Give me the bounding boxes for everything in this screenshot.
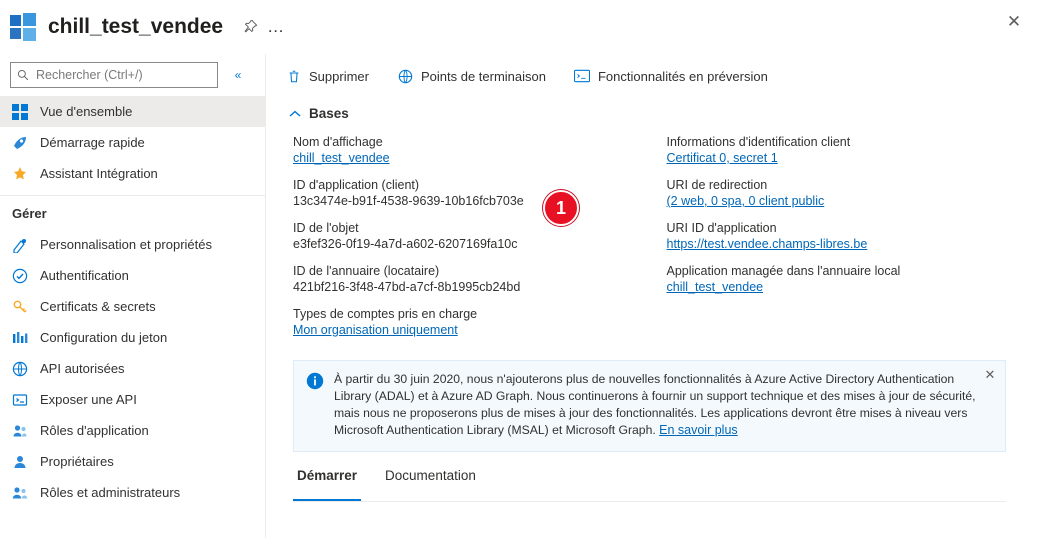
sidebar-item-api-autorisees[interactable]: [0, 353, 265, 384]
property-supported-account-types: [293, 307, 667, 337]
bases-section-header[interactable]: [289, 106, 349, 121]
property-label: URI ID d'application: [666, 221, 777, 235]
command-label: Supprimer: [309, 68, 369, 84]
property-label: Nom d'affichage: [293, 135, 383, 149]
sidebar-item-label: Configuration du jeton: [40, 330, 168, 345]
api-permissions-icon: [10, 359, 30, 379]
roles-admins-icon: [10, 483, 30, 503]
close-icon[interactable]: [1000, 8, 1028, 36]
window-header: [0, 0, 1040, 54]
delete-button[interactable]: [281, 62, 373, 90]
sidebar-item-label: Certificats & secrets: [40, 299, 156, 314]
key-icon: [10, 297, 30, 317]
sidebar-group-title: Gérer: [0, 195, 265, 227]
sidebar-item-roles-d-application[interactable]: [0, 415, 265, 446]
sidebar: [0, 54, 266, 538]
section-title: Bases: [309, 106, 349, 121]
app-roles-icon: [10, 421, 30, 441]
sidebar-item-label: Assistant Intégration: [40, 166, 158, 181]
property-value-link[interactable]: (2 web, 0 spa, 0 client public: [666, 194, 825, 208]
integration-assistant-icon: [10, 164, 30, 184]
property-value-link[interactable]: Certificat 0, secret 1: [666, 151, 778, 165]
sidebar-item-personnalisation-et-proprietes[interactable]: [0, 229, 265, 260]
more-options-button[interactable]: [263, 14, 289, 40]
banner-text-block: [334, 371, 993, 439]
close-label: ✕: [1006, 12, 1022, 31]
content-tabs: [293, 468, 1006, 502]
property-value: 13c3474e-b91f-4538-9639-10b16fcb703e: [293, 194, 524, 208]
sidebar-manage-nav: [0, 229, 265, 508]
sidebar-item-label: Vue d'ensemble: [40, 104, 133, 119]
app-registration-icon: [10, 13, 38, 41]
sidebar-item-assistant-integration[interactable]: [0, 158, 265, 189]
sidebar-search-row: [0, 54, 265, 94]
expose-api-icon: [10, 390, 30, 410]
property-value-link[interactable]: https://test.vendee.champs-libres.be: [666, 237, 868, 251]
property-value-link[interactable]: Mon organisation uniquement: [293, 323, 458, 337]
branding-icon: [10, 235, 30, 255]
sidebar-item-label: Propriétaires: [40, 454, 114, 469]
tab-label: Documentation: [385, 468, 476, 483]
tab-documentation[interactable]: [381, 468, 480, 501]
authentication-icon: [10, 266, 30, 286]
info-icon: [306, 372, 324, 390]
command-bar: [267, 54, 1040, 98]
sidebar-item-certificats-et-secrets[interactable]: [0, 291, 265, 322]
collapse-label: «: [234, 68, 242, 82]
sidebar-item-vue-d-ensemble[interactable]: [0, 96, 265, 127]
property-object-id: [293, 221, 667, 251]
marker-number: 1: [555, 197, 566, 218]
banner-message: À partir du 30 juin 2020, nous n'ajouterons plus de nouvelles fonctionnalités à Azure Active Directory Authentication Library (ADAL) et à Azure AD Graph. Nous continuerons à fournir un support technique et des mises à jour de sécurité, mais nous ne proposerons plus de mises à jour des fonctionnalités. Les applications devront être mises à niveau vers Microsoft Authentication Library (MSAL) et Microsoft Graph.: [334, 372, 976, 437]
properties-right-column: [667, 135, 1040, 350]
preview-features-icon: [574, 68, 591, 85]
more-options-label: …: [267, 17, 286, 36]
property-value: 421bf216-3f48-47bd-a7cf-8b1995cb24bd: [293, 280, 521, 294]
property-label: Informations d'identification client: [666, 135, 851, 149]
sidebar-item-label: Personnalisation et propriétés: [40, 237, 212, 252]
tab-label: Démarrer: [297, 468, 358, 483]
banner-learn-more-link[interactable]: En savoir plus: [659, 423, 738, 437]
collapse-sidebar-icon[interactable]: [227, 64, 249, 86]
main-content: [267, 54, 1040, 538]
endpoints-button[interactable]: [393, 62, 550, 90]
sidebar-item-label: Rôles d'application: [40, 423, 149, 438]
token-icon: [10, 328, 30, 348]
owners-icon: [10, 452, 30, 472]
property-application-client-id: [293, 178, 667, 208]
banner-close-icon[interactable]: [981, 366, 999, 384]
sidebar-item-label: Authentification: [40, 268, 129, 283]
property-value-link[interactable]: chill_test_vendee: [666, 280, 764, 294]
property-display-name: [293, 135, 667, 165]
command-label: Points de terminaison: [420, 68, 546, 84]
sidebar-item-exposer-une-api[interactable]: [0, 384, 265, 415]
sidebar-item-label: Démarrage rapide: [40, 135, 145, 150]
property-redirect-uris: [667, 178, 1040, 208]
preview-features-button[interactable]: [570, 62, 772, 90]
command-label: Fonctionnalités en préversion: [597, 68, 768, 84]
property-label: ID d'application (client): [293, 178, 420, 192]
trash-icon: [285, 68, 302, 85]
property-directory-tenant-id: [293, 264, 667, 294]
sidebar-item-label: Rôles et administrateurs: [40, 485, 181, 500]
annotation-marker-1: [543, 190, 579, 226]
sidebar-item-demarrage-rapide[interactable]: [0, 127, 265, 158]
adal-deprecation-banner: [293, 360, 1006, 452]
property-value: e3fef326-0f19-4a7d-a602-6207169fa10c: [293, 237, 518, 251]
property-managed-application-local-directory: [667, 264, 1040, 294]
search-input[interactable]: [34, 67, 204, 83]
sidebar-top-nav: [0, 96, 265, 189]
pin-icon[interactable]: [237, 14, 263, 40]
property-label: Types de comptes pris en charge: [293, 307, 478, 321]
property-label: Application managée dans l'annuaire local: [666, 264, 901, 278]
globe-icon: [397, 68, 414, 85]
sidebar-item-label: Exposer une API: [40, 392, 137, 407]
property-client-credentials: [667, 135, 1040, 165]
page-title: chill_test_vendee: [48, 15, 224, 38]
banner-close-label: ✕: [984, 367, 996, 382]
grid-icon: [10, 102, 30, 122]
properties-left-column: [293, 135, 667, 350]
search-box[interactable]: [10, 62, 218, 88]
sidebar-item-proprietaires[interactable]: [0, 446, 265, 477]
rocket-quickstart-icon: [10, 133, 30, 153]
tab-demarrer[interactable]: [293, 468, 361, 501]
property-label: ID de l'objet: [293, 221, 359, 235]
chevron-up-icon: [289, 110, 301, 118]
property-label: ID de l'annuaire (locataire): [293, 264, 440, 278]
property-application-id-uri: [667, 221, 1040, 251]
sidebar-item-authentification[interactable]: [0, 260, 265, 291]
search-icon: [17, 69, 29, 81]
property-label: URI de redirection: [666, 178, 768, 192]
sidebar-item-label: API autorisées: [40, 361, 125, 376]
sidebar-item-roles-et-administrateurs[interactable]: [0, 477, 265, 508]
sidebar-item-configuration-du-jeton[interactable]: [0, 322, 265, 353]
properties-grid: [293, 135, 1040, 350]
property-value-link[interactable]: chill_test_vendee: [293, 151, 390, 165]
